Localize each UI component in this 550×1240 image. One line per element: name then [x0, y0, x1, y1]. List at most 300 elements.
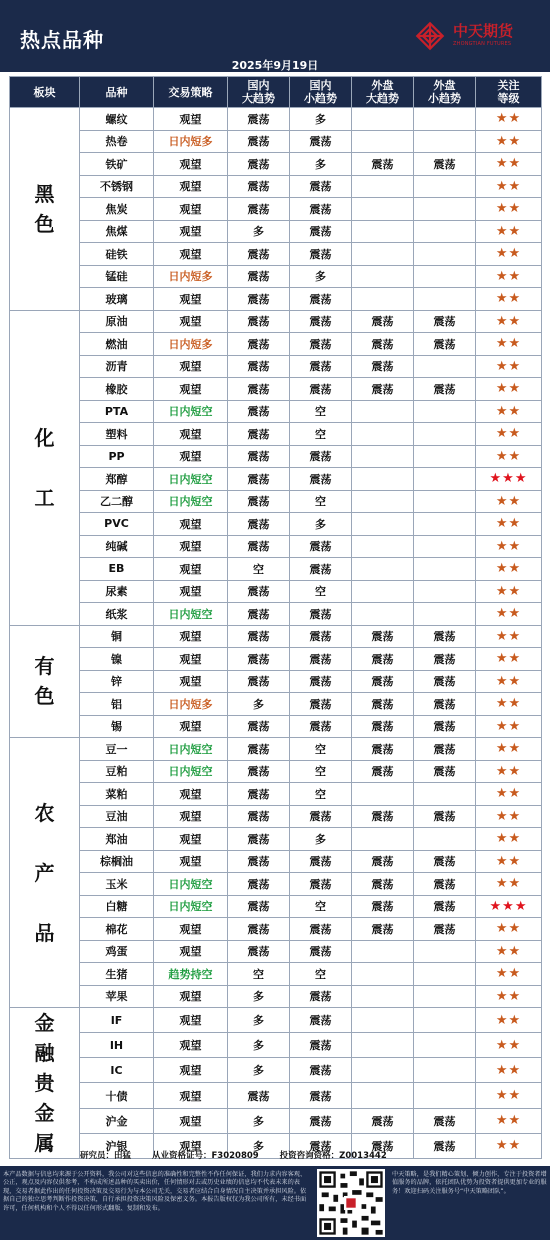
rating-cell: ★★ [476, 738, 542, 761]
dom-minor-cell: 震荡 [290, 220, 352, 243]
dom-major-cell: 多 [228, 1108, 290, 1133]
dom-major-cell: 多 [228, 985, 290, 1008]
dom-major-cell: 震荡 [228, 445, 290, 468]
dom-minor-cell: 空 [290, 895, 352, 918]
strategy-cell: 观望 [154, 850, 228, 873]
ext-minor-cell [414, 1083, 476, 1108]
ext-minor-cell [414, 535, 476, 558]
ext-minor-cell [414, 243, 476, 266]
dom-minor-cell: 震荡 [290, 985, 352, 1008]
dom-minor-cell: 震荡 [290, 805, 352, 828]
product-cell: 螺纹 [80, 108, 154, 131]
table-row [10, 603, 542, 626]
ext-major-cell: 震荡 [352, 738, 414, 761]
product-cell: 硅铁 [80, 243, 154, 266]
rating-cell: ★★ [476, 535, 542, 558]
rating-cell: ★★ [476, 153, 542, 176]
dom-major-cell: 震荡 [228, 580, 290, 603]
table-row [10, 670, 542, 693]
dom-minor-cell: 震荡 [290, 175, 352, 198]
ext-minor-cell: 震荡 [414, 918, 476, 941]
dom-minor-cell: 空 [290, 423, 352, 446]
dom-major-cell: 震荡 [228, 153, 290, 176]
dom-minor-cell: 震荡 [290, 940, 352, 963]
rating-cell: ★★ [476, 400, 542, 423]
rating-cell: ★★★ [476, 895, 542, 918]
strategy-cell: 观望 [154, 535, 228, 558]
rating-cell: ★★ [476, 963, 542, 986]
ext-minor-cell [414, 783, 476, 806]
ext-major-cell [352, 130, 414, 153]
ext-minor-cell [414, 355, 476, 378]
rating-cell: ★★ [476, 1133, 542, 1158]
table-row [10, 738, 542, 761]
dom-minor-cell: 震荡 [290, 1108, 352, 1133]
product-cell: 锡 [80, 715, 154, 738]
product-cell: 白糖 [80, 895, 154, 918]
strategy-cell: 观望 [154, 220, 228, 243]
ext-major-cell [352, 198, 414, 221]
rating-cell: ★★ [476, 850, 542, 873]
dom-minor-cell: 震荡 [290, 603, 352, 626]
product-cell: PTA [80, 400, 154, 423]
dom-minor-cell: 震荡 [290, 378, 352, 401]
ext-major-cell [352, 580, 414, 603]
product-cell: 鸡蛋 [80, 940, 154, 963]
table-row [10, 760, 542, 783]
rating-cell: ★★ [476, 265, 542, 288]
ext-minor-cell [414, 490, 476, 513]
product-cell: 不锈钢 [80, 175, 154, 198]
dom-minor-cell: 空 [290, 580, 352, 603]
strategy-cell: 观望 [154, 918, 228, 941]
rating-cell: ★★ [476, 423, 542, 446]
dom-major-cell: 震荡 [228, 603, 290, 626]
dom-major-cell: 震荡 [228, 400, 290, 423]
header-dom-major: 国内 大趋势 [228, 77, 290, 108]
rating-cell: ★★ [476, 783, 542, 806]
rating-cell: ★★ [476, 355, 542, 378]
table-row [10, 513, 542, 536]
product-cell: 沪银 [80, 1133, 154, 1158]
ext-major-cell [352, 985, 414, 1008]
rating-cell: ★★ [476, 108, 542, 131]
ext-minor-cell: 震荡 [414, 805, 476, 828]
sector-cell: 化 工 [10, 310, 80, 625]
table-row [10, 400, 542, 423]
table-row [10, 153, 542, 176]
page-title: 热点品种 [20, 28, 104, 52]
dom-minor-cell: 震荡 [290, 243, 352, 266]
ext-minor-cell: 震荡 [414, 1133, 476, 1158]
table-row [10, 333, 542, 356]
strategy-cell: 观望 [154, 175, 228, 198]
dom-major-cell: 震荡 [228, 288, 290, 311]
dom-minor-cell: 震荡 [290, 693, 352, 716]
strategy-cell: 日内短空 [154, 603, 228, 626]
product-cell: 豆油 [80, 805, 154, 828]
ext-major-cell: 震荡 [352, 895, 414, 918]
rating-cell: ★★ [476, 873, 542, 896]
strategy-cell: 观望 [154, 783, 228, 806]
strategy-cell: 观望 [154, 243, 228, 266]
product-cell: 焦炭 [80, 198, 154, 221]
header-sector: 板块 [10, 77, 80, 108]
dom-major-cell: 震荡 [228, 1083, 290, 1108]
dom-major-cell: 震荡 [228, 828, 290, 851]
dom-major-cell: 震荡 [228, 670, 290, 693]
strategy-cell: 日内短空 [154, 895, 228, 918]
table-row [10, 445, 542, 468]
ext-major-cell: 震荡 [352, 850, 414, 873]
dom-minor-cell: 震荡 [290, 198, 352, 221]
product-cell: 铁矿 [80, 153, 154, 176]
product-cell: 棉花 [80, 918, 154, 941]
dom-major-cell: 震荡 [228, 760, 290, 783]
ext-major-cell [352, 175, 414, 198]
ext-major-cell: 震荡 [352, 625, 414, 648]
dom-minor-cell: 震荡 [290, 1133, 352, 1158]
strategy-cell: 观望 [154, 1033, 228, 1058]
rating-cell: ★★ [476, 580, 542, 603]
header-product: 品种 [80, 77, 154, 108]
dom-minor-cell: 空 [290, 760, 352, 783]
table-row [10, 1108, 542, 1133]
logo-knot-icon [413, 19, 447, 53]
ext-minor-cell [414, 828, 476, 851]
header-dom-minor: 国内 小趋势 [290, 77, 352, 108]
ext-major-cell [352, 963, 414, 986]
promo-text: 中天策略，是我们精心策划、倾力创作，专注于投资者增值服务的品牌，依托团队优势为投资者提供更加专业的服务！欢迎扫码关注服务号“中天策略团队”。 [392, 1171, 547, 1195]
product-cell: 尿素 [80, 580, 154, 603]
rating-cell: ★★ [476, 513, 542, 536]
dom-minor-cell: 震荡 [290, 355, 352, 378]
sector-cell: 金 融 贵 金 属 [10, 1008, 80, 1159]
ext-major-cell: 震荡 [352, 805, 414, 828]
ext-minor-cell [414, 558, 476, 581]
ext-minor-cell: 震荡 [414, 333, 476, 356]
ext-minor-cell: 震荡 [414, 873, 476, 896]
strategy-cell: 观望 [154, 1058, 228, 1083]
ext-major-cell: 震荡 [352, 715, 414, 738]
product-cell: 塑料 [80, 423, 154, 446]
strategy-cell: 观望 [154, 445, 228, 468]
ext-minor-cell [414, 198, 476, 221]
dom-major-cell: 震荡 [228, 198, 290, 221]
ext-minor-cell [414, 468, 476, 491]
ext-minor-cell [414, 220, 476, 243]
product-cell: 玻璃 [80, 288, 154, 311]
table-row [10, 1083, 542, 1108]
dom-minor-cell: 震荡 [290, 1058, 352, 1083]
dom-minor-cell: 多 [290, 828, 352, 851]
product-cell: PP [80, 445, 154, 468]
table-row [10, 490, 542, 513]
strategy-cell: 观望 [154, 310, 228, 333]
product-cell: EB [80, 558, 154, 581]
header-rating: 关注 等级 [476, 77, 542, 108]
table-row [10, 423, 542, 446]
ext-major-cell [352, 783, 414, 806]
strategy-cell: 观望 [154, 558, 228, 581]
dom-minor-cell: 多 [290, 513, 352, 536]
product-cell: 苹果 [80, 985, 154, 1008]
ext-major-cell [352, 288, 414, 311]
rating-cell: ★★ [476, 310, 542, 333]
advisor-label: 投资咨询资格：Z0013442 [279, 1151, 387, 1161]
rating-cell: ★★ [476, 715, 542, 738]
dom-minor-cell: 震荡 [290, 1008, 352, 1033]
ext-major-cell [352, 535, 414, 558]
rating-cell: ★★ [476, 603, 542, 626]
rating-cell: ★★ [476, 288, 542, 311]
product-cell: 豆一 [80, 738, 154, 761]
dom-major-cell: 震荡 [228, 468, 290, 491]
dom-major-cell: 震荡 [228, 108, 290, 131]
dom-major-cell: 震荡 [228, 423, 290, 446]
product-cell: 沥青 [80, 355, 154, 378]
table-row [10, 895, 542, 918]
table-row [10, 535, 542, 558]
dom-minor-cell: 震荡 [290, 670, 352, 693]
ext-minor-cell [414, 130, 476, 153]
table-row [10, 130, 542, 153]
ext-minor-cell [414, 423, 476, 446]
ext-major-cell [352, 243, 414, 266]
ext-minor-cell: 震荡 [414, 850, 476, 873]
ext-major-cell [352, 220, 414, 243]
ext-major-cell: 震荡 [352, 1108, 414, 1133]
logo-text-en: ZHONGTIAN FUTURES [453, 41, 512, 47]
dom-major-cell: 震荡 [228, 873, 290, 896]
ext-minor-cell [414, 175, 476, 198]
product-cell: IH [80, 1033, 154, 1058]
dom-minor-cell: 空 [290, 490, 352, 513]
rating-cell: ★★ [476, 760, 542, 783]
ext-minor-cell: 震荡 [414, 693, 476, 716]
rating-cell: ★★ [476, 693, 542, 716]
rating-cell: ★★ [476, 625, 542, 648]
table-row [10, 963, 542, 986]
dom-major-cell: 震荡 [228, 355, 290, 378]
report-date: 2025年9月19日 [231, 59, 319, 72]
product-cell: 生猪 [80, 963, 154, 986]
dom-major-cell: 震荡 [228, 378, 290, 401]
strategy-cell: 观望 [154, 1108, 228, 1133]
ext-minor-cell: 震荡 [414, 1108, 476, 1133]
footer-bar [0, 1166, 550, 1240]
sector-cell: 农 产 品 [10, 738, 80, 1008]
ext-major-cell: 震荡 [352, 693, 414, 716]
table-row [10, 108, 542, 131]
table-row [10, 693, 542, 716]
dom-minor-cell: 震荡 [290, 333, 352, 356]
dom-major-cell: 震荡 [228, 918, 290, 941]
rating-cell: ★★ [476, 648, 542, 671]
rating-cell: ★★ [476, 985, 542, 1008]
ext-minor-cell [414, 1058, 476, 1083]
rating-cell: ★★ [476, 828, 542, 851]
dom-minor-cell: 震荡 [290, 130, 352, 153]
dom-major-cell: 多 [228, 1033, 290, 1058]
ext-minor-cell: 震荡 [414, 310, 476, 333]
rating-cell: ★★ [476, 490, 542, 513]
rating-cell: ★★ [476, 378, 542, 401]
rating-cell: ★★ [476, 1033, 542, 1058]
ext-minor-cell: 震荡 [414, 738, 476, 761]
rating-cell: ★★ [476, 333, 542, 356]
strategy-cell: 日内短多 [154, 130, 228, 153]
dom-major-cell: 震荡 [228, 535, 290, 558]
product-cell: 铜 [80, 625, 154, 648]
product-cell: 沪金 [80, 1108, 154, 1133]
strategy-cell: 日内短空 [154, 873, 228, 896]
dom-major-cell: 震荡 [228, 175, 290, 198]
rating-cell: ★★ [476, 940, 542, 963]
table-row [10, 715, 542, 738]
dom-minor-cell: 空 [290, 963, 352, 986]
rating-cell: ★★ [476, 918, 542, 941]
ext-minor-cell: 震荡 [414, 378, 476, 401]
ext-major-cell: 震荡 [352, 918, 414, 941]
table-row [10, 243, 542, 266]
strategy-cell: 观望 [154, 828, 228, 851]
ext-major-cell: 震荡 [352, 1133, 414, 1158]
ext-major-cell [352, 1083, 414, 1108]
dom-major-cell: 震荡 [228, 310, 290, 333]
product-cell: IC [80, 1058, 154, 1083]
strategy-cell: 观望 [154, 513, 228, 536]
rating-cell: ★★ [476, 1108, 542, 1133]
rating-cell: ★★ [476, 243, 542, 266]
table-row [10, 1033, 542, 1058]
rating-cell: ★★ [476, 220, 542, 243]
dom-minor-cell: 震荡 [290, 558, 352, 581]
product-cell: 玉米 [80, 873, 154, 896]
dom-major-cell: 多 [228, 1058, 290, 1083]
ext-major-cell: 震荡 [352, 873, 414, 896]
dom-major-cell: 震荡 [228, 783, 290, 806]
dom-major-cell: 震荡 [228, 738, 290, 761]
strategy-cell: 观望 [154, 940, 228, 963]
ext-major-cell: 震荡 [352, 355, 414, 378]
ext-major-cell [352, 468, 414, 491]
ext-major-cell [352, 1033, 414, 1058]
rating-cell: ★★★ [476, 468, 542, 491]
ext-minor-cell [414, 1033, 476, 1058]
dom-minor-cell: 震荡 [290, 918, 352, 941]
product-cell: 热卷 [80, 130, 154, 153]
ext-major-cell: 震荡 [352, 378, 414, 401]
ext-minor-cell: 震荡 [414, 625, 476, 648]
ext-minor-cell: 震荡 [414, 715, 476, 738]
ext-major-cell [352, 603, 414, 626]
strategy-cell: 观望 [154, 1083, 228, 1108]
ext-minor-cell: 震荡 [414, 648, 476, 671]
product-cell: 焦煤 [80, 220, 154, 243]
ext-major-cell [352, 490, 414, 513]
ext-major-cell [352, 445, 414, 468]
license-label: 从业资格证号：F3020809 [151, 1151, 259, 1161]
product-cell: 锰硅 [80, 265, 154, 288]
dom-minor-cell: 震荡 [290, 310, 352, 333]
ext-minor-cell [414, 445, 476, 468]
qr-code-icon[interactable] [317, 1169, 385, 1237]
table-header-row [10, 77, 542, 108]
strategy-cell: 观望 [154, 985, 228, 1008]
ext-major-cell [352, 828, 414, 851]
dom-major-cell: 震荡 [228, 130, 290, 153]
product-cell: 十债 [80, 1083, 154, 1108]
dom-minor-cell: 震荡 [290, 1083, 352, 1108]
ext-major-cell: 震荡 [352, 153, 414, 176]
table-row [10, 1058, 542, 1083]
strategy-cell: 日内短空 [154, 468, 228, 491]
ext-major-cell: 震荡 [352, 670, 414, 693]
dom-minor-cell: 多 [290, 153, 352, 176]
table-row [10, 918, 542, 941]
table-row [10, 175, 542, 198]
ext-minor-cell [414, 288, 476, 311]
strategy-cell: 日内短多 [154, 333, 228, 356]
dom-major-cell: 震荡 [228, 625, 290, 648]
ext-major-cell: 震荡 [352, 310, 414, 333]
strategy-cell: 日内短多 [154, 693, 228, 716]
ext-minor-cell [414, 265, 476, 288]
header-ext-major: 外盘 大趋势 [352, 77, 414, 108]
dom-minor-cell: 震荡 [290, 715, 352, 738]
ext-minor-cell [414, 108, 476, 131]
disclaimer-text: 本产品数据与信息均来源于公开资料，我公司对这些信息的准确性和完整性不作任何保证，我们力求内容客观、公正，观点及内容仅供参考，不构成所述品种的买卖出价，任何情形对去或历史业绩的信息均不代表未来的表现，交易者据此作出的任何投资决策及交易行为与本公司无关，交易者应结合自身情况自主决策并承担风险。依据自己的独立思考判断作投资决策，自行承担投资决策风险及保密义务。本报告版权仅为我公司所有，未经书面许可，任何机构和个人不得以任何形式翻版、复制和发布。 [3, 1171, 307, 1212]
table-row [10, 805, 542, 828]
product-cell: 菜粕 [80, 783, 154, 806]
table-row [10, 355, 542, 378]
ext-major-cell: 震荡 [352, 760, 414, 783]
sector-cell: 有 色 [10, 625, 80, 738]
product-cell: 乙二醇 [80, 490, 154, 513]
ext-minor-cell [414, 400, 476, 423]
dom-minor-cell: 空 [290, 738, 352, 761]
ext-major-cell [352, 1008, 414, 1033]
header-bar [0, 0, 550, 72]
rating-cell: ★★ [476, 1008, 542, 1033]
dom-major-cell: 多 [228, 1133, 290, 1158]
rating-cell: ★★ [476, 445, 542, 468]
logo-text-cn: 中天期货 [453, 22, 514, 40]
strategy-cell: 日内短空 [154, 400, 228, 423]
dom-major-cell: 多 [228, 1008, 290, 1033]
dom-major-cell: 空 [228, 558, 290, 581]
product-cell: PVC [80, 513, 154, 536]
ext-minor-cell [414, 1008, 476, 1033]
rating-cell: ★★ [476, 558, 542, 581]
table-row [10, 558, 542, 581]
strategy-cell: 观望 [154, 1008, 228, 1033]
strategy-cell: 观望 [154, 580, 228, 603]
table-row [10, 580, 542, 603]
dom-minor-cell: 震荡 [290, 873, 352, 896]
product-cell: 纸浆 [80, 603, 154, 626]
product-cell: 铝 [80, 693, 154, 716]
sector-cell: 黑 色 [10, 108, 80, 311]
rating-cell: ★★ [476, 198, 542, 221]
table-row [10, 940, 542, 963]
strategy-cell: 日内短空 [154, 490, 228, 513]
strategy-cell: 观望 [154, 625, 228, 648]
table-row [10, 468, 542, 491]
dom-minor-cell: 震荡 [290, 625, 352, 648]
dom-minor-cell: 震荡 [290, 445, 352, 468]
